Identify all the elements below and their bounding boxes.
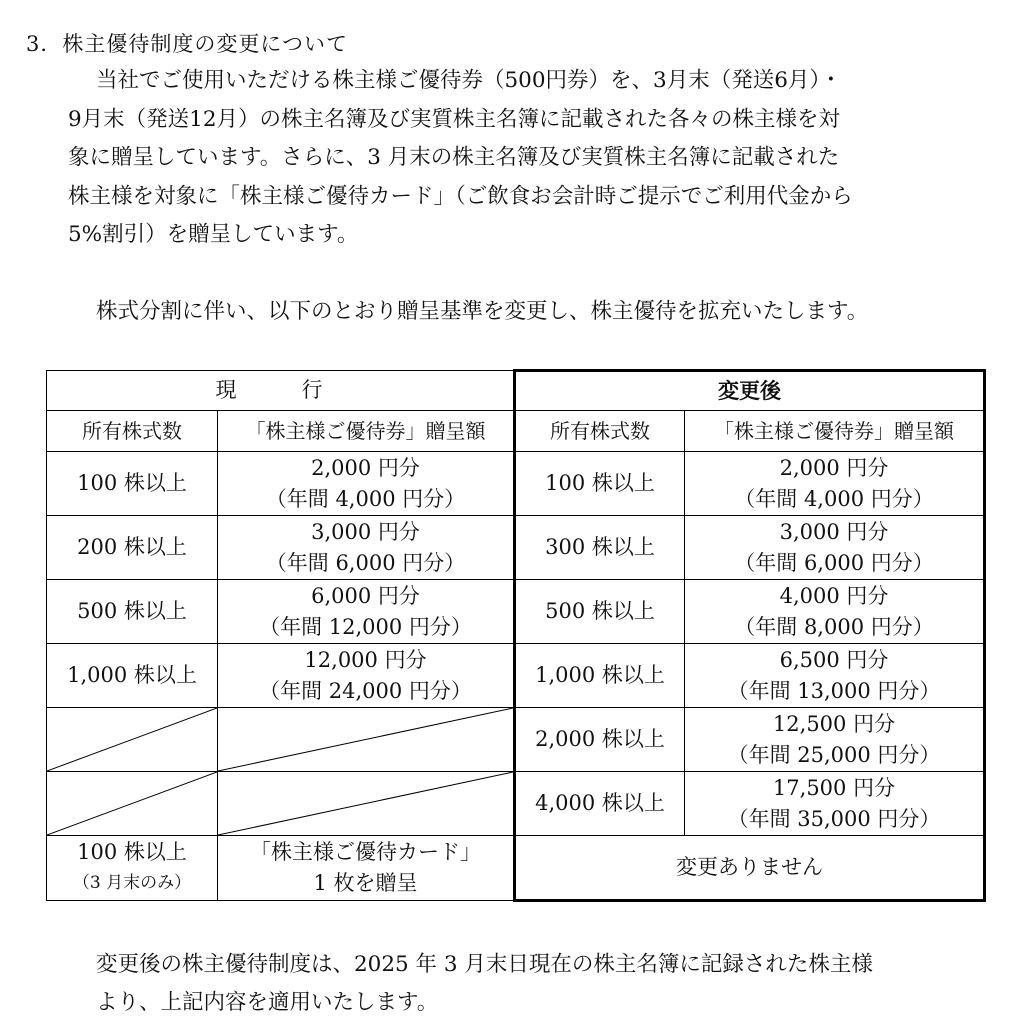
table-row — [47, 580, 985, 644]
current-shares: 200 株以上 — [47, 516, 218, 580]
empty-diagonal-cell — [47, 772, 218, 836]
new-amount: 2,000 円分 （年間 4,000 円分） — [685, 452, 985, 516]
col-header-amount: 「株主様ご優待券」贈呈額 — [685, 411, 985, 452]
closing-paragraph — [68, 946, 986, 1022]
new-shares: 2,000 株以上 — [515, 708, 685, 772]
col-header-shares: 所有株式数 — [515, 411, 685, 452]
table-row — [47, 452, 985, 516]
table-row — [47, 772, 985, 836]
col-header-amount: 「株主様ご優待券」贈呈額 — [218, 411, 515, 452]
card-shares: 100 株以上 （3 月末のみ） — [47, 836, 218, 901]
change-paragraph: 株式分割に伴い、以下のとおり贈呈基準を変更し、株主優待を拡充いたします。 — [96, 299, 869, 324]
current-amount: 6,000 円分 （年間 12,000 円分） — [218, 580, 515, 644]
current-amount: 12,000 円分 （年間 24,000 円分） — [218, 644, 515, 708]
closing-line: 変更後の株主優待制度は、2025 年 3 月末日現在の株主名簿に記録された株主様 — [96, 952, 873, 977]
intro-line: 9月末（発送12月）の株主名簿及び実質株主名簿に記載された各々の株主様を対 — [68, 106, 841, 132]
new-shares: 1,000 株以上 — [515, 644, 685, 708]
card-benefit: 「株主様ご優待カード」 1 枚を贈呈 — [218, 836, 515, 901]
new-shares: 100 株以上 — [515, 452, 685, 516]
new-shares: 300 株以上 — [515, 516, 685, 580]
intro-line: 象に贈呈しています。さらに、3 月末の株主名簿及び実質株主名簿に記載された — [68, 145, 840, 170]
current-shares: 1,000 株以上 — [47, 644, 218, 708]
section-heading: 3．株主優待制度の変更について — [26, 32, 348, 56]
new-shares: 4,000 株以上 — [515, 772, 685, 836]
current-shares: 500 株以上 — [47, 580, 218, 644]
new-amount: 4,000 円分 （年間 8,000 円分） — [685, 580, 985, 644]
intro-line: 当社でご使用いただける株主様ご優待券（500円券）を、3月末（発送6月）・ — [96, 68, 842, 93]
col-header-shares: 所有株式数 — [47, 411, 218, 452]
new-amount: 12,500 円分 （年間 25,000 円分） — [685, 708, 985, 772]
closing-line: より、上記内容を適用いたします。 — [96, 990, 439, 1015]
table-row — [47, 644, 985, 708]
current-amount: 3,000 円分 （年間 6,000 円分） — [218, 516, 515, 580]
new-amount: 3,000 円分 （年間 6,000 円分） — [685, 516, 985, 580]
intro-line: 株主様を対象に「株主様ご優待カード」（ご飲食お会計時ご提示でご利用代金から — [68, 183, 853, 209]
table-row — [47, 516, 985, 580]
empty-diagonal-cell — [47, 708, 218, 772]
current-header: 現 行 — [47, 371, 515, 411]
empty-diagonal-cell — [218, 708, 515, 772]
table-row — [47, 708, 985, 772]
intro-line: 5%割引）を贈呈しています。 — [68, 222, 359, 247]
new-shares: 500 株以上 — [515, 580, 685, 644]
table-row — [47, 836, 985, 901]
new-header: 変更後 — [515, 371, 985, 411]
new-amount: 6,500 円分 （年間 13,000 円分） — [685, 644, 985, 708]
no-change-cell: 変更ありません — [515, 836, 985, 901]
benefit-comparison-table — [46, 369, 986, 902]
current-shares: 100 株以上 — [47, 452, 218, 516]
empty-diagonal-cell — [218, 772, 515, 836]
new-amount: 17,500 円分 （年間 35,000 円分） — [685, 772, 985, 836]
intro-paragraph — [68, 62, 986, 255]
current-amount: 2,000 円分 （年間 4,000 円分） — [218, 452, 515, 516]
